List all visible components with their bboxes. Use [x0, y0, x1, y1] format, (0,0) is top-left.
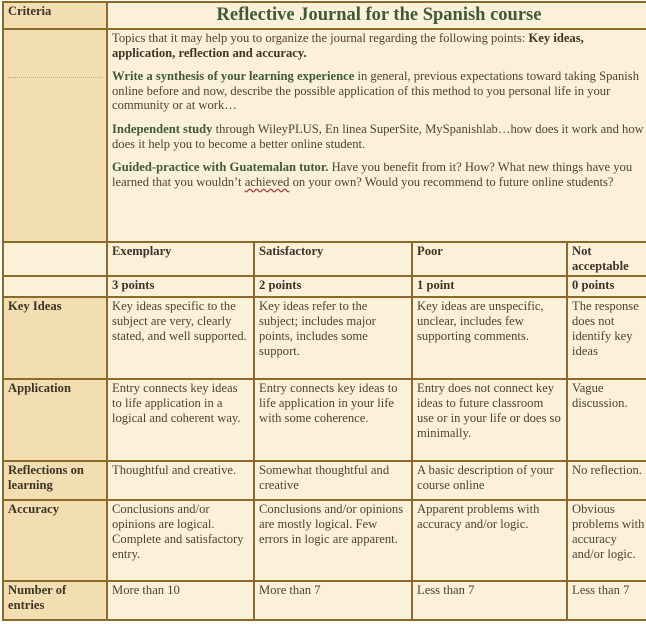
row-label-accuracy: Accuracy [4, 501, 106, 580]
intro-label-cell [4, 30, 106, 241]
intro-paragraph-2 [112, 69, 646, 113]
accuracy-exemplary: Conclusions and/or opinions are logical. Complete and satisfactory entry. [108, 501, 253, 580]
row-label-key-ideas: Key Ideas [4, 298, 106, 378]
intro-p3-bold: Independent study [112, 121, 213, 136]
entries-exemplary: More than 10 [108, 582, 253, 619]
page-title: Reflective Journal for the Spanish course [108, 3, 646, 28]
level-satisfactory: Satisfactory [255, 243, 411, 275]
application-satisfactory: Entry connects key ideas to life application in your life with some coherence. [255, 380, 411, 460]
entries-poor: Less than 7 [413, 582, 566, 619]
levels-corner [4, 243, 106, 275]
key-ideas-poor: Key ideas are unspecific, unclear, includes few supporting comments. [413, 298, 566, 378]
intro-p4-misspelled-word: achieved [244, 174, 290, 189]
intro-text [108, 30, 646, 241]
row-label-application: Application [4, 380, 106, 460]
entries-not-acceptable: Less than 7 [568, 582, 646, 619]
application-not-acceptable: Vague discussion. [568, 380, 646, 460]
row-label-reflections: Reflections on learning [4, 462, 106, 499]
accuracy-satisfactory: Conclusions and/or opinions are mostly logical. Few errors in logic are apparent. [255, 501, 411, 580]
points-corner [4, 277, 106, 296]
intro-p4-bold: Guided-practice with Guatemalan tutor. [112, 160, 329, 175]
entries-satisfactory: More than 7 [255, 582, 411, 619]
intro-p3-text: through WileyPLUS, En linea SuperSite, MySpanishlab…how does it work and how does it help you to become a better online student. [112, 121, 644, 151]
key-ideas-exemplary: Key ideas specific to the subject are very, clearly stated, and well supported. [108, 298, 253, 378]
reflections-satisfactory: Somewhat thoughtful and creative [255, 462, 411, 499]
intro-p2-bold: Write a synthesis of your learning experience [112, 69, 355, 84]
reflections-not-acceptable: No reflection. [568, 462, 646, 499]
intro-p4-text-b: on your own? Would you recommend to future online students? [292, 174, 614, 189]
points-exemplary: 3 points [108, 277, 253, 296]
intro-paragraph-1 [112, 31, 646, 60]
intro-p4-text-a: Have you benefit from it? How? What new things have you learned that you wouldn’t [112, 160, 633, 189]
application-exemplary: Entry connects key ideas to life application in a logical and coherent way. [108, 380, 253, 460]
intro-p1-text: Topics that it may help you to organize the journal regarding the following points: [112, 31, 526, 45]
intro-p1-bold: Key ideas, application, reflection and accuracy. [112, 31, 584, 60]
reflections-exemplary: Thoughtful and creative. [108, 462, 253, 499]
level-exemplary: Exemplary [108, 243, 253, 275]
points-poor: 1 point [413, 277, 566, 296]
rubric-table [2, 1, 646, 621]
key-ideas-not-acceptable: The response does not identify key ideas [568, 298, 646, 378]
dotted-divider [8, 77, 102, 78]
application-poor: Entry does not connect key ideas to future classroom use or in your life or does so minimally. [413, 380, 566, 460]
intro-p2-text: in general, previous expectations toward taking Spanish online before and now, describe the possible application of this method to you personal life in your community or at work… [112, 69, 639, 113]
points-satisfactory: 2 points [255, 277, 411, 296]
level-not-acceptable: Not acceptable [568, 243, 646, 275]
criteria-header: Criteria [4, 3, 106, 28]
accuracy-poor: Apparent problems with accuracy and/or logic. [413, 501, 566, 580]
reflections-poor: A basic description of your course online [413, 462, 566, 499]
points-not-acceptable: 0 points [568, 277, 646, 296]
level-poor: Poor [413, 243, 566, 275]
intro-paragraph-3 [112, 122, 646, 151]
intro-paragraph-4 [112, 160, 646, 189]
row-label-number-of-entries: Number of entries [4, 582, 106, 619]
accuracy-not-acceptable: Obvious problems with accuracy and/or logic. [568, 501, 646, 580]
key-ideas-satisfactory: Key ideas refer to the subject; includes major points, includes some support. [255, 298, 411, 378]
